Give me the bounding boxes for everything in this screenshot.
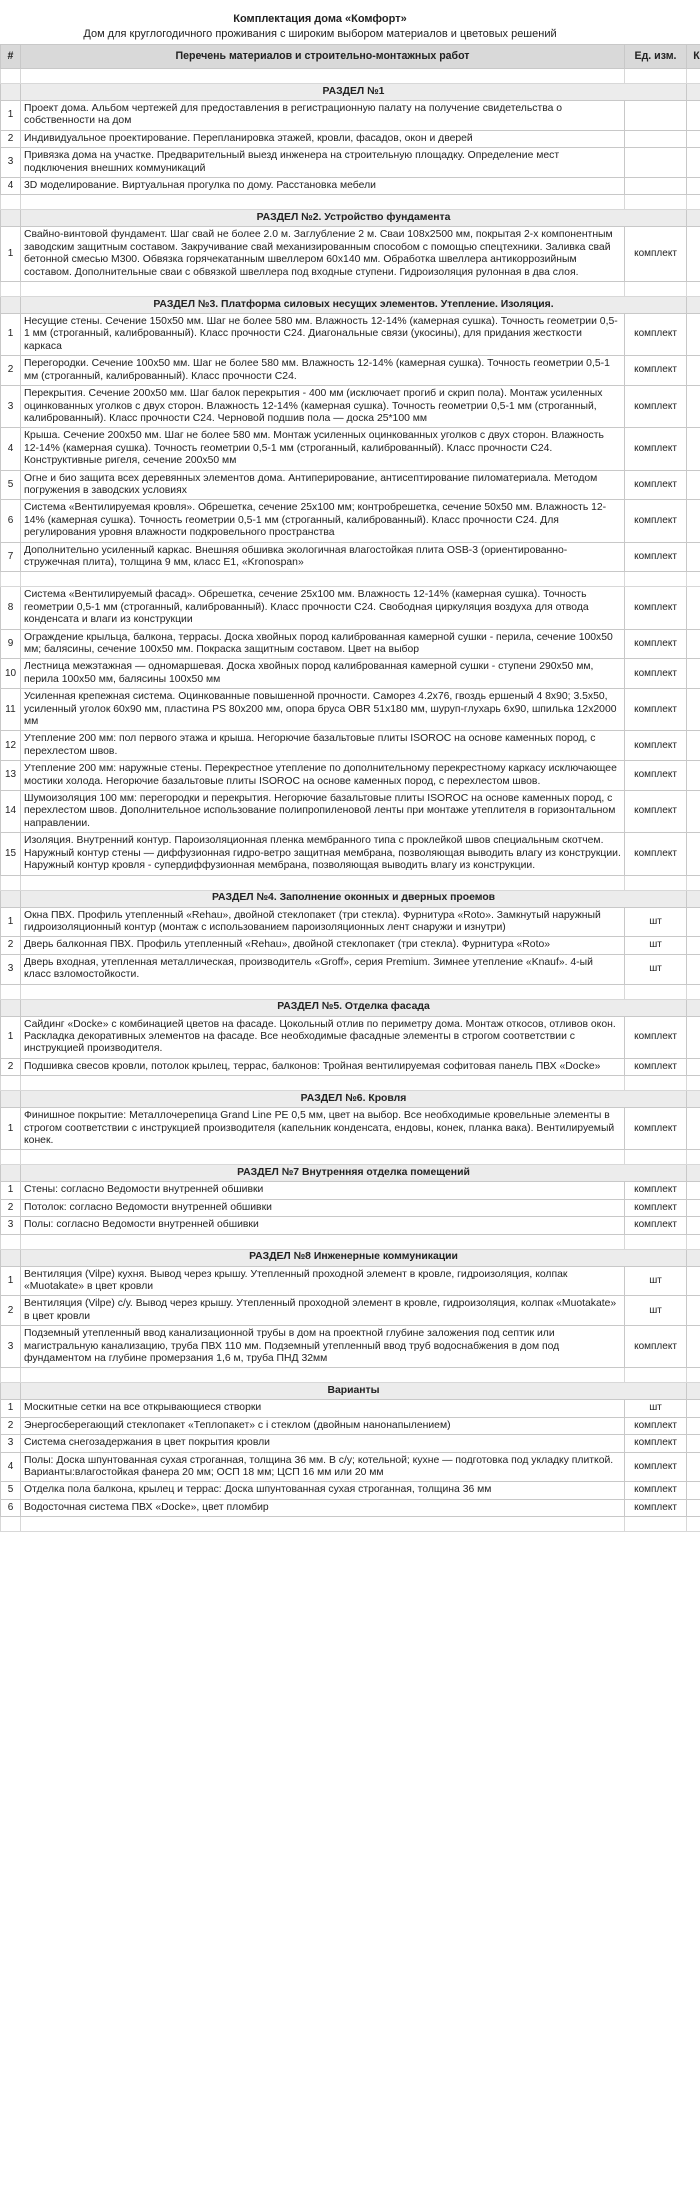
table-row [1, 1452, 700, 1482]
spacer-cell [21, 1234, 625, 1249]
table-row [1, 386, 700, 428]
spacer-cell [687, 875, 700, 890]
row-extra [687, 1016, 700, 1058]
spacer-cell [21, 572, 625, 587]
spacer-cell [21, 1368, 625, 1383]
row-number: 3 [1, 148, 21, 178]
row-extra [687, 1182, 700, 1199]
section-number-cell [1, 297, 21, 314]
table-row [1, 954, 700, 984]
row-unit: комплект [625, 1108, 687, 1150]
spacer-row [1, 875, 700, 890]
row-unit: шт [625, 937, 687, 954]
spacer-cell [1, 1234, 21, 1249]
row-description: Лестница межэтажная — одномаршевая. Доска хвойных пород калиброванная камерной сушки - ступени 290х50 мм, перила 100х50 мм, балясины 100х50 мм [21, 659, 625, 689]
row-description: Энергосберегающий стеклопакет «Теплопакет» с i стеклом (двойным нанонапылением) [21, 1417, 625, 1434]
row-unit: шт [625, 1400, 687, 1417]
row-extra [687, 761, 700, 791]
spacer-cell [625, 572, 687, 587]
row-unit: комплект [625, 386, 687, 428]
row-extra [687, 833, 700, 875]
table-row [1, 1417, 700, 1434]
spacer-cell [1, 1150, 21, 1165]
row-description: Москитные сетки на все открывающиеся створки [21, 1400, 625, 1417]
row-description: Утепление 200 мм: пол первого этажа и крыша. Негорючие базальтовые плиты ISOROC на основе каменных пород, с перехлестом швов. [21, 731, 625, 761]
section-title: РАЗДЕЛ №4. Заполнение оконных и дверных проемов [21, 890, 687, 907]
row-extra [687, 356, 700, 386]
table-row [1, 587, 700, 629]
table-row [1, 1108, 700, 1150]
row-description: Система «Вентилируемая кровля». Обрешетка, сечение 25х100 мм; контробрешетка, сечение 50х50 мм. Влажность 12-14% (камерная сушка). Точность геометрии 0,5-1 мм (строганный, калиброванный). Класс прочности С24. Для регулирования уровня влажности подкровельного пространства [21, 500, 625, 542]
row-unit: комплект [625, 428, 687, 470]
section-header-row [1, 1165, 700, 1182]
row-description: Привязка дома на участке. Предварительный выезд инженера на строительную площадку. Определение мест подключения внешних коммуникаций [21, 148, 625, 178]
section-number-cell [1, 210, 21, 227]
spacer-cell [687, 1368, 700, 1383]
section-title: РАЗДЕЛ №2. Устройство фундамента [21, 210, 687, 227]
header-number: # [1, 45, 21, 69]
spacer-cell [687, 282, 700, 297]
row-unit: комплект [625, 314, 687, 356]
row-number: 3 [1, 386, 21, 428]
section-title: Варианты [21, 1383, 687, 1400]
section-number-cell [1, 1165, 21, 1182]
row-description: Система снегозадержания в цвет покрытия кровли [21, 1435, 625, 1452]
spacer-cell [1, 69, 21, 84]
table-row [1, 101, 700, 131]
row-description: Дверь входная, утепленная металлическая, производитель «Groff», серия Premium. Зимнее утепление «Knauf». 4-ый класс взломостойкости. [21, 954, 625, 984]
document-title: Комплектация дома «Комфорт» [233, 13, 407, 25]
row-description: Полы: Доска шпунтованная сухая строганная, толщина 36 мм. В с/у; котельной; кухне — подготовка под укладку плиткой. Варианты:влагостойкая фанера 20 мм; OCП 18 мм; ЦСП 16 мм или 20 мм [21, 1452, 625, 1482]
row-unit: комплект [625, 1452, 687, 1482]
row-description: Вентиляция (Vilpe) кухня. Вывод через крышу. Утепленный проходной элемент в кровле, гидроизоляция, колпак «Muotakate» в цвет кровли [21, 1266, 625, 1296]
section-number-cell [1, 1091, 21, 1108]
row-number: 2 [1, 1199, 21, 1216]
spacer-cell [1, 572, 21, 587]
row-number: 2 [1, 1058, 21, 1075]
row-number: 4 [1, 428, 21, 470]
row-number: 9 [1, 629, 21, 659]
row-unit: комплект [625, 470, 687, 500]
section-extra-cell [687, 210, 700, 227]
row-description: Полы: согласно Ведомости внутренней обшивки [21, 1217, 625, 1234]
row-extra [687, 907, 700, 937]
row-extra [687, 659, 700, 689]
table-row [1, 470, 700, 500]
spacer-cell [21, 282, 625, 297]
row-number: 2 [1, 356, 21, 386]
row-number: 2 [1, 937, 21, 954]
row-unit [625, 130, 687, 147]
row-extra [687, 178, 700, 195]
spacer-cell [625, 1234, 687, 1249]
row-description: Сайдинг «Docke» с комбинацией цветов на фасаде. Цокольный отлив по периметру дома. Монтаж откосов, отливов окон. Раскладка декоративных элементов на фасаде. Все необходимые фасадные элементы в строгом соответствии с инструкцией производителя. [21, 1016, 625, 1058]
row-number: 14 [1, 791, 21, 833]
row-extra [687, 500, 700, 542]
row-description: Вентиляция (Vilpe) с/у. Вывод через крышу. Утепленный проходной элемент в кровле, гидроизоляция, колпак «Muotakate» в цвет кровли [21, 1296, 625, 1326]
table-body [1, 69, 700, 1532]
row-description: Подземный утепленный ввод канализационной трубы в дом на проектной глубине заложения под септик или магистральную канализацию, труба ПВХ 110 мм. Подземный утепленный ввод труб водоснабжения в дом под фундаментом на глубине промерзания 1,6 м, труба ПНД 32мм [21, 1326, 625, 1368]
row-extra [687, 1482, 700, 1499]
section-number-cell [1, 1249, 21, 1266]
row-description: Изоляция. Внутренний контур. Пароизоляционная пленка мембранного типа с проклейкой швов специальным скотчем. Наружный контур стены — диффузионная гидро-ветро защитная мембрана, позволяющая выводить влагу из конструкции. Наружный контур кровля - супердиффузионная мембрана, позволяющая выводить влагу из конструкции. [21, 833, 625, 875]
row-number: 10 [1, 659, 21, 689]
row-number: 2 [1, 130, 21, 147]
table-row [1, 1499, 700, 1516]
spacer-cell [625, 1150, 687, 1165]
section-extra-cell [687, 84, 700, 101]
row-unit: комплект [625, 1199, 687, 1216]
table-row [1, 659, 700, 689]
row-unit: комплект [625, 659, 687, 689]
row-number: 1 [1, 314, 21, 356]
table-row [1, 761, 700, 791]
row-description: Огне и био защита всех деревянных элементов дома. Антиперирование, антисептирование пиломатериала. Методом погружения в заводских условиях [21, 470, 625, 500]
row-number: 7 [1, 542, 21, 572]
table-row [1, 227, 700, 282]
row-extra [687, 428, 700, 470]
spacer-cell [21, 984, 625, 999]
section-number-cell [1, 1383, 21, 1400]
row-unit [625, 101, 687, 131]
spacer-row [1, 1076, 700, 1091]
row-description: Крыша. Сечение 200х50 мм. Шаг не более 580 мм. Монтаж усиленных оцинкованных уголков с двух сторон. Влажность 12-14% (камерная сушка). Точность геометрии 0,5-1 мм (строганный, калиброванный). Класс прочности С24. Конструктивные ригеля, сечение 200х50 мм [21, 428, 625, 470]
spacer-cell [687, 1517, 700, 1532]
row-extra [687, 1108, 700, 1150]
table-row [1, 356, 700, 386]
spacer-cell [625, 875, 687, 890]
row-description: Усиленная крепежная система. Оцинкованные повышенной прочности. Саморез 4.2х76, гвоздь ершеный 4 8х90; 3.5х50, усиленный уголок 60х90 мм, пластина PS 80х200 мм, опора бруса OBR 51х180 мм, шуруп-глухарь 6х90, шпилька 12х2000 мм [21, 689, 625, 731]
spacer-cell [21, 1076, 625, 1091]
spacer-cell [1, 195, 21, 210]
row-extra [687, 227, 700, 282]
section-header-row [1, 210, 700, 227]
spacer-row [1, 1150, 700, 1165]
row-extra [687, 1400, 700, 1417]
section-extra-cell [687, 297, 700, 314]
spacer-row [1, 984, 700, 999]
section-title: РАЗДЕЛ №3. Платформа силовых несущих элементов. Утепление. Изоляция. [21, 297, 687, 314]
section-title: РАЗДЕЛ №7 Внутренняя отделка помещений [21, 1165, 687, 1182]
row-description: Несущие стены. Сечение 150х50 мм. Шаг не более 580 мм. Влажность 12-14% (камерная сушка). Точность геометрии 0,5-1 мм (строганный, калиброванный). Класс прочности С24. Диагональные связи (укосины), для придания жесткости каркаса [21, 314, 625, 356]
section-header-row [1, 999, 700, 1016]
row-unit: комплект [625, 1435, 687, 1452]
row-extra [687, 791, 700, 833]
section-header-row [1, 1091, 700, 1108]
section-number-cell [1, 999, 21, 1016]
row-extra [687, 314, 700, 356]
row-unit: комплект [625, 1482, 687, 1499]
row-number: 6 [1, 1499, 21, 1516]
spacer-cell [625, 195, 687, 210]
row-extra [687, 1452, 700, 1482]
row-unit: комплект [625, 1326, 687, 1368]
row-number: 2 [1, 1417, 21, 1434]
row-number: 12 [1, 731, 21, 761]
section-title: РАЗДЕЛ №6. Кровля [21, 1091, 687, 1108]
row-number: 1 [1, 101, 21, 131]
row-unit: комплект [625, 689, 687, 731]
section-title: РАЗДЕЛ №1 [21, 84, 687, 101]
row-extra [687, 1435, 700, 1452]
spacer-cell [21, 195, 625, 210]
row-description: Перекрытия. Сечение 200х50 мм. Шаг балок перекрытия - 400 мм (исключает прогиб и скрип пола). Монтаж усиленных оцинкованных уголков с двух сторон. Влажность 12-14% (камерная сушка). Точность геометрии 0,5-1 мм (строганный, калиброванный). Класс прочности С24. Черновой подшив пола — доска 25*100 мм [21, 386, 625, 428]
section-extra-cell [687, 1091, 700, 1108]
row-unit: шт [625, 1266, 687, 1296]
row-number: 5 [1, 470, 21, 500]
spacer-cell [625, 984, 687, 999]
row-number: 3 [1, 1435, 21, 1452]
row-extra [687, 1499, 700, 1516]
row-number: 5 [1, 1482, 21, 1499]
row-extra [687, 1058, 700, 1075]
row-number: 3 [1, 1326, 21, 1368]
row-number: 8 [1, 587, 21, 629]
table-row [1, 1296, 700, 1326]
table-row [1, 1326, 700, 1368]
table-row [1, 629, 700, 659]
table-row [1, 428, 700, 470]
specification-table [0, 44, 700, 1532]
spacer-cell [687, 69, 700, 84]
row-unit: комплект [625, 761, 687, 791]
spacer-cell [21, 1517, 625, 1532]
section-header-row [1, 1249, 700, 1266]
row-extra [687, 937, 700, 954]
row-number: 3 [1, 954, 21, 984]
spacer-cell [687, 1076, 700, 1091]
row-extra [687, 542, 700, 572]
row-unit: шт [625, 954, 687, 984]
row-extra [687, 954, 700, 984]
table-row [1, 731, 700, 761]
row-unit: комплект [625, 1016, 687, 1058]
row-unit: комплект [625, 1058, 687, 1075]
table-row [1, 178, 700, 195]
row-number: 1 [1, 227, 21, 282]
row-unit: комплект [625, 1417, 687, 1434]
spacer-cell [625, 1076, 687, 1091]
row-unit: комплект [625, 1499, 687, 1516]
table-row [1, 1400, 700, 1417]
table-row [1, 1182, 700, 1199]
spacer-cell [1, 1368, 21, 1383]
spacer-row [1, 282, 700, 297]
section-number-cell [1, 84, 21, 101]
row-number: 15 [1, 833, 21, 875]
section-header-row [1, 84, 700, 101]
row-number: 1 [1, 1400, 21, 1417]
table-row [1, 500, 700, 542]
row-description: Подшивка свесов кровли, потолок крылец, террас, балконов: Тройная вентилируемая софитовая панель ПВХ «Docke» [21, 1058, 625, 1075]
row-description: Шумоизоляция 100 мм: перегородки и перекрытия. Негорючие базальтовые плиты ISOROC на основе каменных пород, с перехлестом швов. Дополнительное использование полипропиленовой ленты при монтаже утеплителя в горизонтальном направлении. [21, 791, 625, 833]
spacer-cell [1, 1076, 21, 1091]
spacer-cell [21, 875, 625, 890]
row-unit: комплект [625, 1182, 687, 1199]
section-number-cell [1, 890, 21, 907]
spacer-cell [687, 1150, 700, 1165]
spacer-cell [1, 282, 21, 297]
table-row [1, 689, 700, 731]
table-row [1, 1058, 700, 1075]
row-number: 1 [1, 1182, 21, 1199]
row-unit [625, 148, 687, 178]
row-unit: комплект [625, 791, 687, 833]
row-unit: комплект [625, 542, 687, 572]
row-extra [687, 1266, 700, 1296]
row-unit: комплект [625, 1217, 687, 1234]
row-description: 3D моделирование. Виртуальная прогулка по дому. Расстановка мебели [21, 178, 625, 195]
section-header-row [1, 890, 700, 907]
row-description: Потолок: согласно Ведомости внутренней обшивки [21, 1199, 625, 1216]
row-number: 3 [1, 1217, 21, 1234]
spacer-row [1, 1517, 700, 1532]
row-extra [687, 1296, 700, 1326]
section-header-row [1, 297, 700, 314]
row-extra [687, 689, 700, 731]
spacer-cell [625, 1368, 687, 1383]
spacer-row [1, 1234, 700, 1249]
spacer-cell [21, 69, 625, 84]
spacer-cell [687, 572, 700, 587]
row-number: 4 [1, 1452, 21, 1482]
row-unit: комплект [625, 629, 687, 659]
row-unit: комплект [625, 587, 687, 629]
table-row [1, 1266, 700, 1296]
spacer-cell [687, 1234, 700, 1249]
row-description: Окна ПВХ. Профиль утепленный «Rehau», двойной стеклопакет (три стекла). Фурнитура «Roto». Замкнутый наружный гидроизоляционный контур (монтаж с использованием пароизоляционных лент снаружи и изнутри) [21, 907, 625, 937]
row-description: Стены: согласно Ведомости внутренней обшивки [21, 1182, 625, 1199]
row-extra [687, 101, 700, 131]
row-description: Ограждение крыльца, балкона, террасы. Доска хвойных пород калиброванная камерной сушки - перила, сечение 100х50 мм; балясины, сечение 100х50 мм. Покраска защитным составом. Цвет на выбор [21, 629, 625, 659]
spacer-cell [687, 195, 700, 210]
spacer-row [1, 195, 700, 210]
spacer-row [1, 572, 700, 587]
row-description: Водосточная система ПВХ «Docke», цвет пломбир [21, 1499, 625, 1516]
table-row [1, 833, 700, 875]
section-extra-cell [687, 1383, 700, 1400]
row-number: 13 [1, 761, 21, 791]
spacer-row [1, 1368, 700, 1383]
spacer-cell [625, 282, 687, 297]
table-row [1, 130, 700, 147]
spacer-cell [1, 1517, 21, 1532]
row-extra [687, 386, 700, 428]
row-description: Финишное покрытие: Металлочерепица Grand Line PE 0,5 мм, цвет на выбор. Все необходимые кровельные элементы в строгом соответствии с инструкцией производителя (капельник конденсата, ендовы, конек, планка вака). Вентилируемый конек. [21, 1108, 625, 1150]
row-description: Отделка пола балкона, крылец и террас: Доска шпунтованная сухая строганная, толщина 36 мм [21, 1482, 625, 1499]
row-extra [687, 1417, 700, 1434]
spacer-cell [625, 69, 687, 84]
row-number: 11 [1, 689, 21, 731]
row-unit: комплект [625, 356, 687, 386]
row-extra [687, 1326, 700, 1368]
table-header-row [1, 45, 700, 69]
section-extra-cell [687, 999, 700, 1016]
table-row [1, 314, 700, 356]
section-extra-cell [687, 1249, 700, 1266]
section-header-row [1, 1383, 700, 1400]
section-title: РАЗДЕЛ №5. Отделка фасада [21, 999, 687, 1016]
row-unit: комплект [625, 731, 687, 761]
spacer-cell [625, 1517, 687, 1532]
row-unit: комплект [625, 500, 687, 542]
row-extra [687, 130, 700, 147]
row-number: 4 [1, 178, 21, 195]
row-extra [687, 1199, 700, 1216]
section-extra-cell [687, 890, 700, 907]
spacer-row [1, 69, 700, 84]
table-row [1, 1199, 700, 1216]
spacer-cell [21, 1150, 625, 1165]
row-unit: шт [625, 907, 687, 937]
row-extra [687, 731, 700, 761]
table-row [1, 1016, 700, 1058]
row-number: 6 [1, 500, 21, 542]
row-number: 1 [1, 1266, 21, 1296]
row-description: Утепление 200 мм: наружные стены. Перекрестное утепление по дополнительному перекрестному каркасу исключающее мостики холода. Негорючие базальтовые плиты ISOROC на основе каменных пород, с перехлестом швов. [21, 761, 625, 791]
row-number: 1 [1, 1016, 21, 1058]
row-description: Перегородки. Сечение 100х50 мм. Шаг не более 580 мм. Влажность 12-14% (камерная сушка). Точность геометрии 0,5-1 мм (строганный, калиброванный). Класс прочности С24. [21, 356, 625, 386]
table-row [1, 791, 700, 833]
header-description: Перечень материалов и строительно-монтажных работ [21, 45, 625, 69]
row-extra [687, 1217, 700, 1234]
row-unit: комплект [625, 833, 687, 875]
section-extra-cell [687, 1165, 700, 1182]
row-description: Индивидуальное проектирование. Перепланировка этажей, кровли, фасадов, окон и дверей [21, 130, 625, 147]
row-extra [687, 629, 700, 659]
row-description: Свайно-винтовой фундамент. Шаг свай не более 2.0 м. Заглубление 2 м. Сваи 108х2500 мм, покрытая 2-х компонентным заводским защитным составом. Закручивание свай механизированным способом с помощью спецтехники. Заливка свай бетонной смесью М300. Обвязка горячекатанным швеллером 60х140 мм. Обработка швеллера антикоррозийным составом. Дополнительные сваи с обвязкой швеллера под входные ступени. Гидроизоляция рулонная в два слоя. [21, 227, 625, 282]
table-row [1, 148, 700, 178]
table-row [1, 1217, 700, 1234]
row-number: 2 [1, 1296, 21, 1326]
row-number: 1 [1, 907, 21, 937]
row-description: Проект дома. Альбом чертежей для предоставления в регистрационную палату на получение свидетельства о собственности на дом [21, 101, 625, 131]
table-row [1, 542, 700, 572]
row-description: Дополнительно усиленный каркас. Внешняя обшивка экологичная влагостойкая плита OSB-3 (ориентированно-стружечная плита), толщина 9 мм, класс E1, «Kronospan» [21, 542, 625, 572]
spacer-cell [1, 875, 21, 890]
row-unit: комплект [625, 227, 687, 282]
table-row [1, 937, 700, 954]
row-unit: шт [625, 1296, 687, 1326]
row-extra [687, 470, 700, 500]
row-extra [687, 587, 700, 629]
spacer-cell [1, 984, 21, 999]
header-unit: Ед. изм. [625, 45, 687, 69]
section-title: РАЗДЕЛ №8 Инженерные коммуникации [21, 1249, 687, 1266]
header-extra: К [687, 45, 700, 69]
row-description: Дверь балконная ПВХ. Профиль утепленный «Rehau», двойной стеклопакет (три стекла). Фурнитура «Roto» [21, 937, 625, 954]
document-subtitle: Дом для круглогодичного проживания с широким выбором материалов и цветовых решений [83, 28, 557, 40]
table-row [1, 1435, 700, 1452]
table-row [1, 1482, 700, 1499]
table-row [1, 907, 700, 937]
spacer-cell [687, 984, 700, 999]
row-number: 1 [1, 1108, 21, 1150]
row-extra [687, 148, 700, 178]
row-unit [625, 178, 687, 195]
row-description: Система «Вентилируемый фасад». Обрешетка, сечение 25х100 мм. Влажность 12-14% (камерная сушка). Точность геометрии 0,5-1 мм (строганный, калиброванный). Класс прочности С24. Свободная циркуляция воздуха для отвода конденсата и влаги из конструкции [21, 587, 625, 629]
